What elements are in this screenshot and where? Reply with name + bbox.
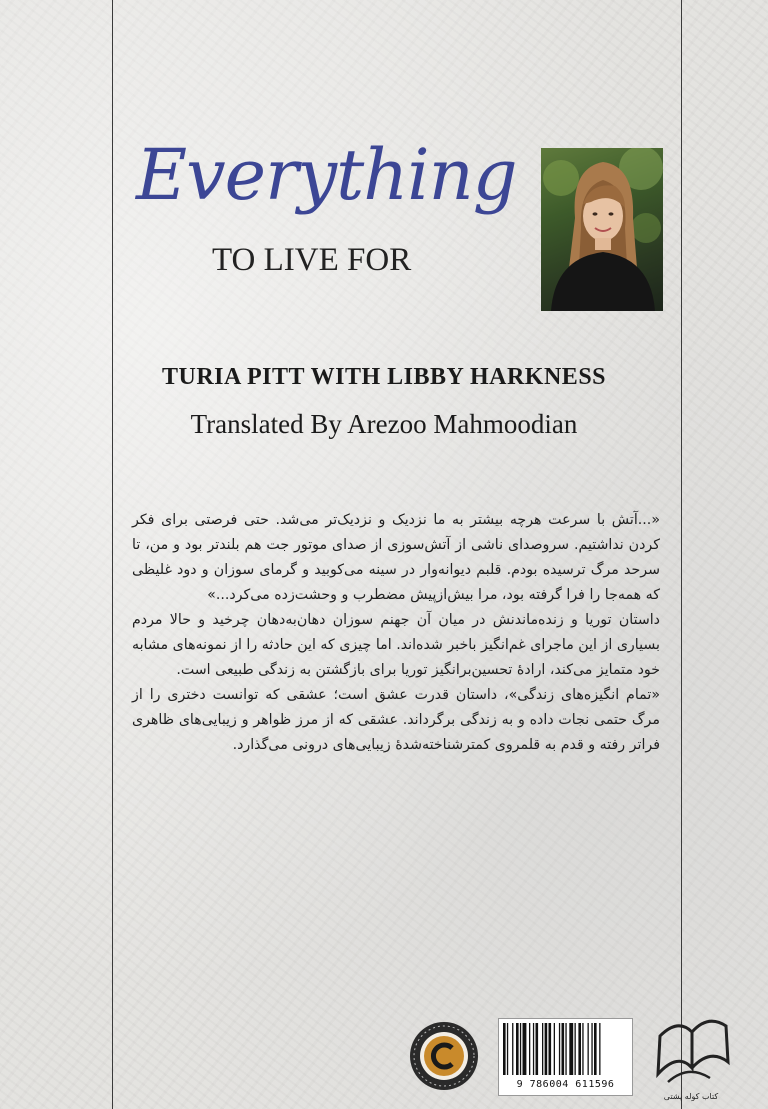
title-script: Everything <box>136 134 517 216</box>
barcode-bar <box>591 1023 592 1075</box>
blurb-paragraph-story: داستان توریا و زنده‌ماندنش در میان آن جهنم سوزان دهان‌به‌دهان چرخید و حالا مردم بسیاری از این ماجرای غم‌انگیز باخبر شده‌اند. اما چیزی که این حادثه را از نمونه‌های مشابه خود متمایز می‌کند، ارادهٔ تحسین‌برانگیز توریا برای بازگشتن به زندگی طبیعی است. <box>132 612 660 678</box>
title-subtitle: TO LIVE FOR <box>212 242 412 278</box>
barcode-bar <box>565 1023 566 1075</box>
barcode-bar <box>542 1023 543 1075</box>
barcode-bar <box>599 1023 600 1075</box>
barcode-bar <box>554 1023 555 1075</box>
barcode-bar <box>507 1023 508 1075</box>
right-vertical-rule <box>681 0 682 1109</box>
barcode-bar <box>569 1023 573 1075</box>
barcode-bars-icon <box>503 1023 628 1077</box>
barcode-bar <box>520 1023 521 1075</box>
barcode-bar <box>559 1023 560 1075</box>
blurb-text <box>132 508 660 758</box>
author-portrait <box>541 148 663 311</box>
authors-line: TURIA PITT WITH LIBBY HARKNESS <box>161 364 607 390</box>
barcode-bar <box>529 1023 530 1075</box>
barcode-bar <box>588 1023 589 1075</box>
barcode-bar <box>536 1023 539 1075</box>
barcode-bar <box>578 1023 581 1075</box>
barcode-bar <box>545 1023 548 1075</box>
barcode <box>498 1018 633 1096</box>
publisher-c-circle-icon <box>408 1020 480 1092</box>
barcode-bar <box>533 1023 534 1075</box>
barcode-bar <box>549 1023 552 1075</box>
blurb-paragraph-quote: «...آتش با سرعت هرچه بیشتر به ما نزدیک و نزدیک‌تر می‌شد. حتی فرصتی برای فکر کردن نداشتیم. سروصدای ناشی از آتش‌سوزی از صدای موتور جت هم بلندتر بود و من، تا سرحد مرگ ترسیده بودم. قلبم دیوانه‌وار در سینه می‌کوبید و گرمای سوزان و دود غلیظی که همه‌جا را فرا گرفته بود، مرا بیش‌ازپیش مضطرب و وحشت‌زده می‌کرد...» <box>132 512 660 603</box>
barcode-bar <box>512 1023 513 1075</box>
barcode-bar <box>575 1023 576 1075</box>
publisher-label: کتاب کوله پشتی <box>663 1092 719 1101</box>
barcode-bar <box>594 1023 597 1075</box>
translator-line: Translated By Arezoo Mahmoodian <box>190 409 578 439</box>
barcode-bar <box>523 1023 527 1075</box>
left-vertical-rule <box>112 0 113 1109</box>
barcode-bar <box>582 1023 583 1075</box>
author-portrait-icon <box>541 148 663 311</box>
open-book-logo-icon <box>648 1012 734 1092</box>
barcode-bar <box>503 1023 506 1075</box>
barcode-bar <box>562 1023 565 1075</box>
blurb-paragraph-summary: «تمام انگیزه‌های زندگی»، داستان قدرت عشق است؛ عشقی که توانست دختری را از مرگ حتمی نجات داده و به زندگی برگرداند. عشقی که از مرز ظواهر و زیبایی‌های ظاهری فراتر رفته و قدم به قلمروی کمترشناخته‌شدهٔ زیبایی‌های درونی می‌گذارد. <box>132 687 660 753</box>
barcode-number: 9 786004 611596 <box>516 1079 615 1090</box>
barcode-bar <box>516 1023 519 1075</box>
